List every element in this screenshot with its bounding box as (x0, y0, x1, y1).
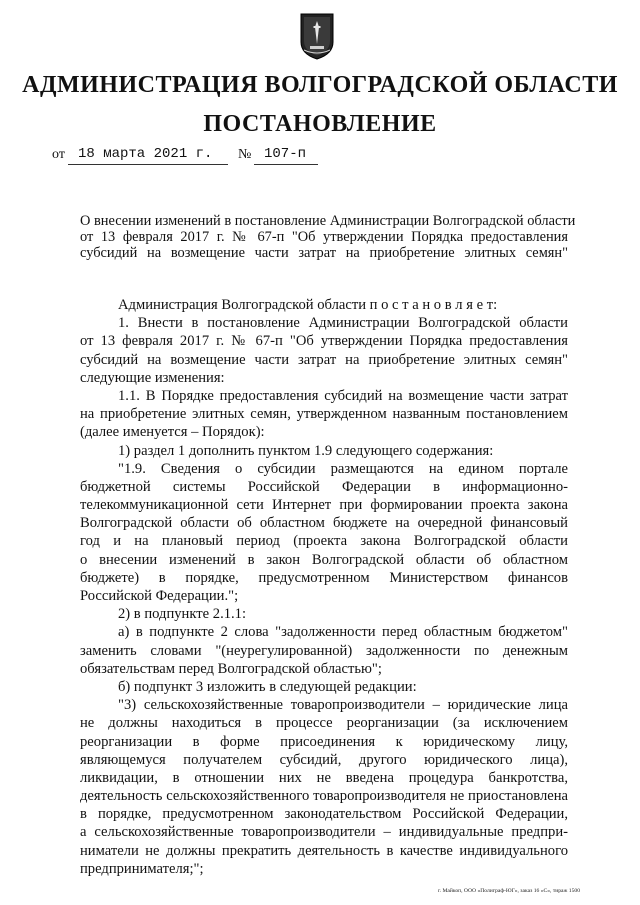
body-text-line: не должны находиться в процессе реорганизации (за исключением (80, 715, 568, 732)
body-text-line: следующие изменения: (80, 369, 225, 386)
body-text-line: ниматели не должны прекратить деятельность в качестве индивидуального (80, 842, 568, 859)
document-subject (80, 213, 576, 261)
date-number-line (52, 147, 352, 167)
subject-line: субсидий на возмещение части затрат на приобретение элитных семян" (80, 245, 568, 261)
body-text-line: 2) в подпункте 2.1.1: (118, 606, 247, 623)
body-text-line: год и на плановый период (проекта закона Волгоградской области (80, 533, 568, 550)
body-text-line: 1.1. В Порядке предоставления субсидий на возмещение части затрат (118, 387, 568, 404)
body-text-line: "3) сельскохозяйственные товаропроизводители – юридические лица (118, 697, 568, 714)
body-text-line: деятельность сельскохозяйственного товаропроизводителя не приостановлена (80, 788, 568, 805)
body-text-line: "1.9. Сведения о субсидии размещаются на едином портале (118, 460, 568, 477)
body-text-line: Волгоградской области об областном бюджете на очередной финансовый (80, 515, 568, 532)
subject-line: О внесении изменений в постановление Администрации Волгоградской области (80, 213, 576, 229)
subject-line: от 13 февраля 2017 г. № 67-п "Об утверждении Порядка предоставления (80, 229, 568, 245)
body-text-line: Администрация Волгоградской области п о с т а н о в л я е т: (118, 297, 498, 313)
number-sign-label: № (238, 147, 252, 162)
number-underline (254, 164, 318, 165)
body-text-line: являющемуся получателем субсидий, другого юридического лица), (80, 751, 568, 768)
body-text-line: 1) раздел 1 дополнить пунктом 1.9 следующего содержания: (118, 442, 494, 459)
body-text-line: о внесении изменений в закон Волгоградской области об областном (80, 551, 568, 568)
body-text-line: б) подпункт 3 изложить в следующей редакции: (118, 678, 417, 695)
body-text-line: бюджете) в порядке, предусмотренном Министерством финансов (80, 569, 568, 586)
organization-name: АДМИНИСТРАЦИЯ ВОЛГОГРАДСКОЙ ОБЛАСТИ (22, 72, 618, 98)
printing-imprint: г. Майкоп, ООО «Полиграф-ЮГ», заказ 16 «С», тираж 1500 (438, 888, 580, 894)
coat-of-arms-icon (298, 12, 336, 60)
document-number: 107-п (264, 146, 307, 162)
date-underline (68, 164, 228, 165)
document-body (80, 296, 568, 878)
document-type-title: ПОСТАНОВЛЕНИЕ (203, 111, 437, 137)
body-text-line: субсидий на возмещение части затрат на приобретение элитных семян" (80, 351, 568, 368)
body-text-line: ликвидации, в отношении них не введена процедура банкротства, (80, 769, 568, 786)
body-text-line: в порядке, предусмотренном законодательством Российской Федерации, (80, 806, 568, 823)
body-text-line: от 13 февраля 2017 г. № 67-п "Об утверждении Порядка предоставления (80, 333, 568, 350)
body-text-line: телекоммуникационной сети Интернет при формировании проекта закона (80, 497, 568, 514)
body-text-line: а) в подпункте 2 слова "задолженности перед областным бюджетом" (118, 624, 568, 641)
body-text-line: 1. Внести в постановление Администрации Волгоградской области (118, 315, 568, 332)
body-text-line: а сельскохозяйственные товаропроизводители – индивидуальные предпри- (80, 824, 568, 841)
body-text-line: Российской Федерации."; (80, 588, 239, 604)
body-text-line: на приобретение элитных семян, утвержденном названным постановлением (80, 406, 568, 423)
body-text-line: реорганизации в форме присоединения к юридическому лицу, (80, 733, 568, 750)
document-date: 18 марта 2021 г. (78, 146, 213, 162)
body-text-line: заменить словами "(неурегулированной) задолженности по денежным (80, 642, 568, 659)
body-text-line: обязательствам перед Волгоградской областью"; (80, 660, 382, 677)
body-text-line: бюджетной системы Российской Федерации в информационно- (80, 478, 568, 495)
body-text-line: предпринимателя;"; (80, 860, 204, 877)
body-text-line: (далее именуется – Порядок): (80, 424, 265, 441)
date-prefix-label: от (52, 147, 65, 162)
